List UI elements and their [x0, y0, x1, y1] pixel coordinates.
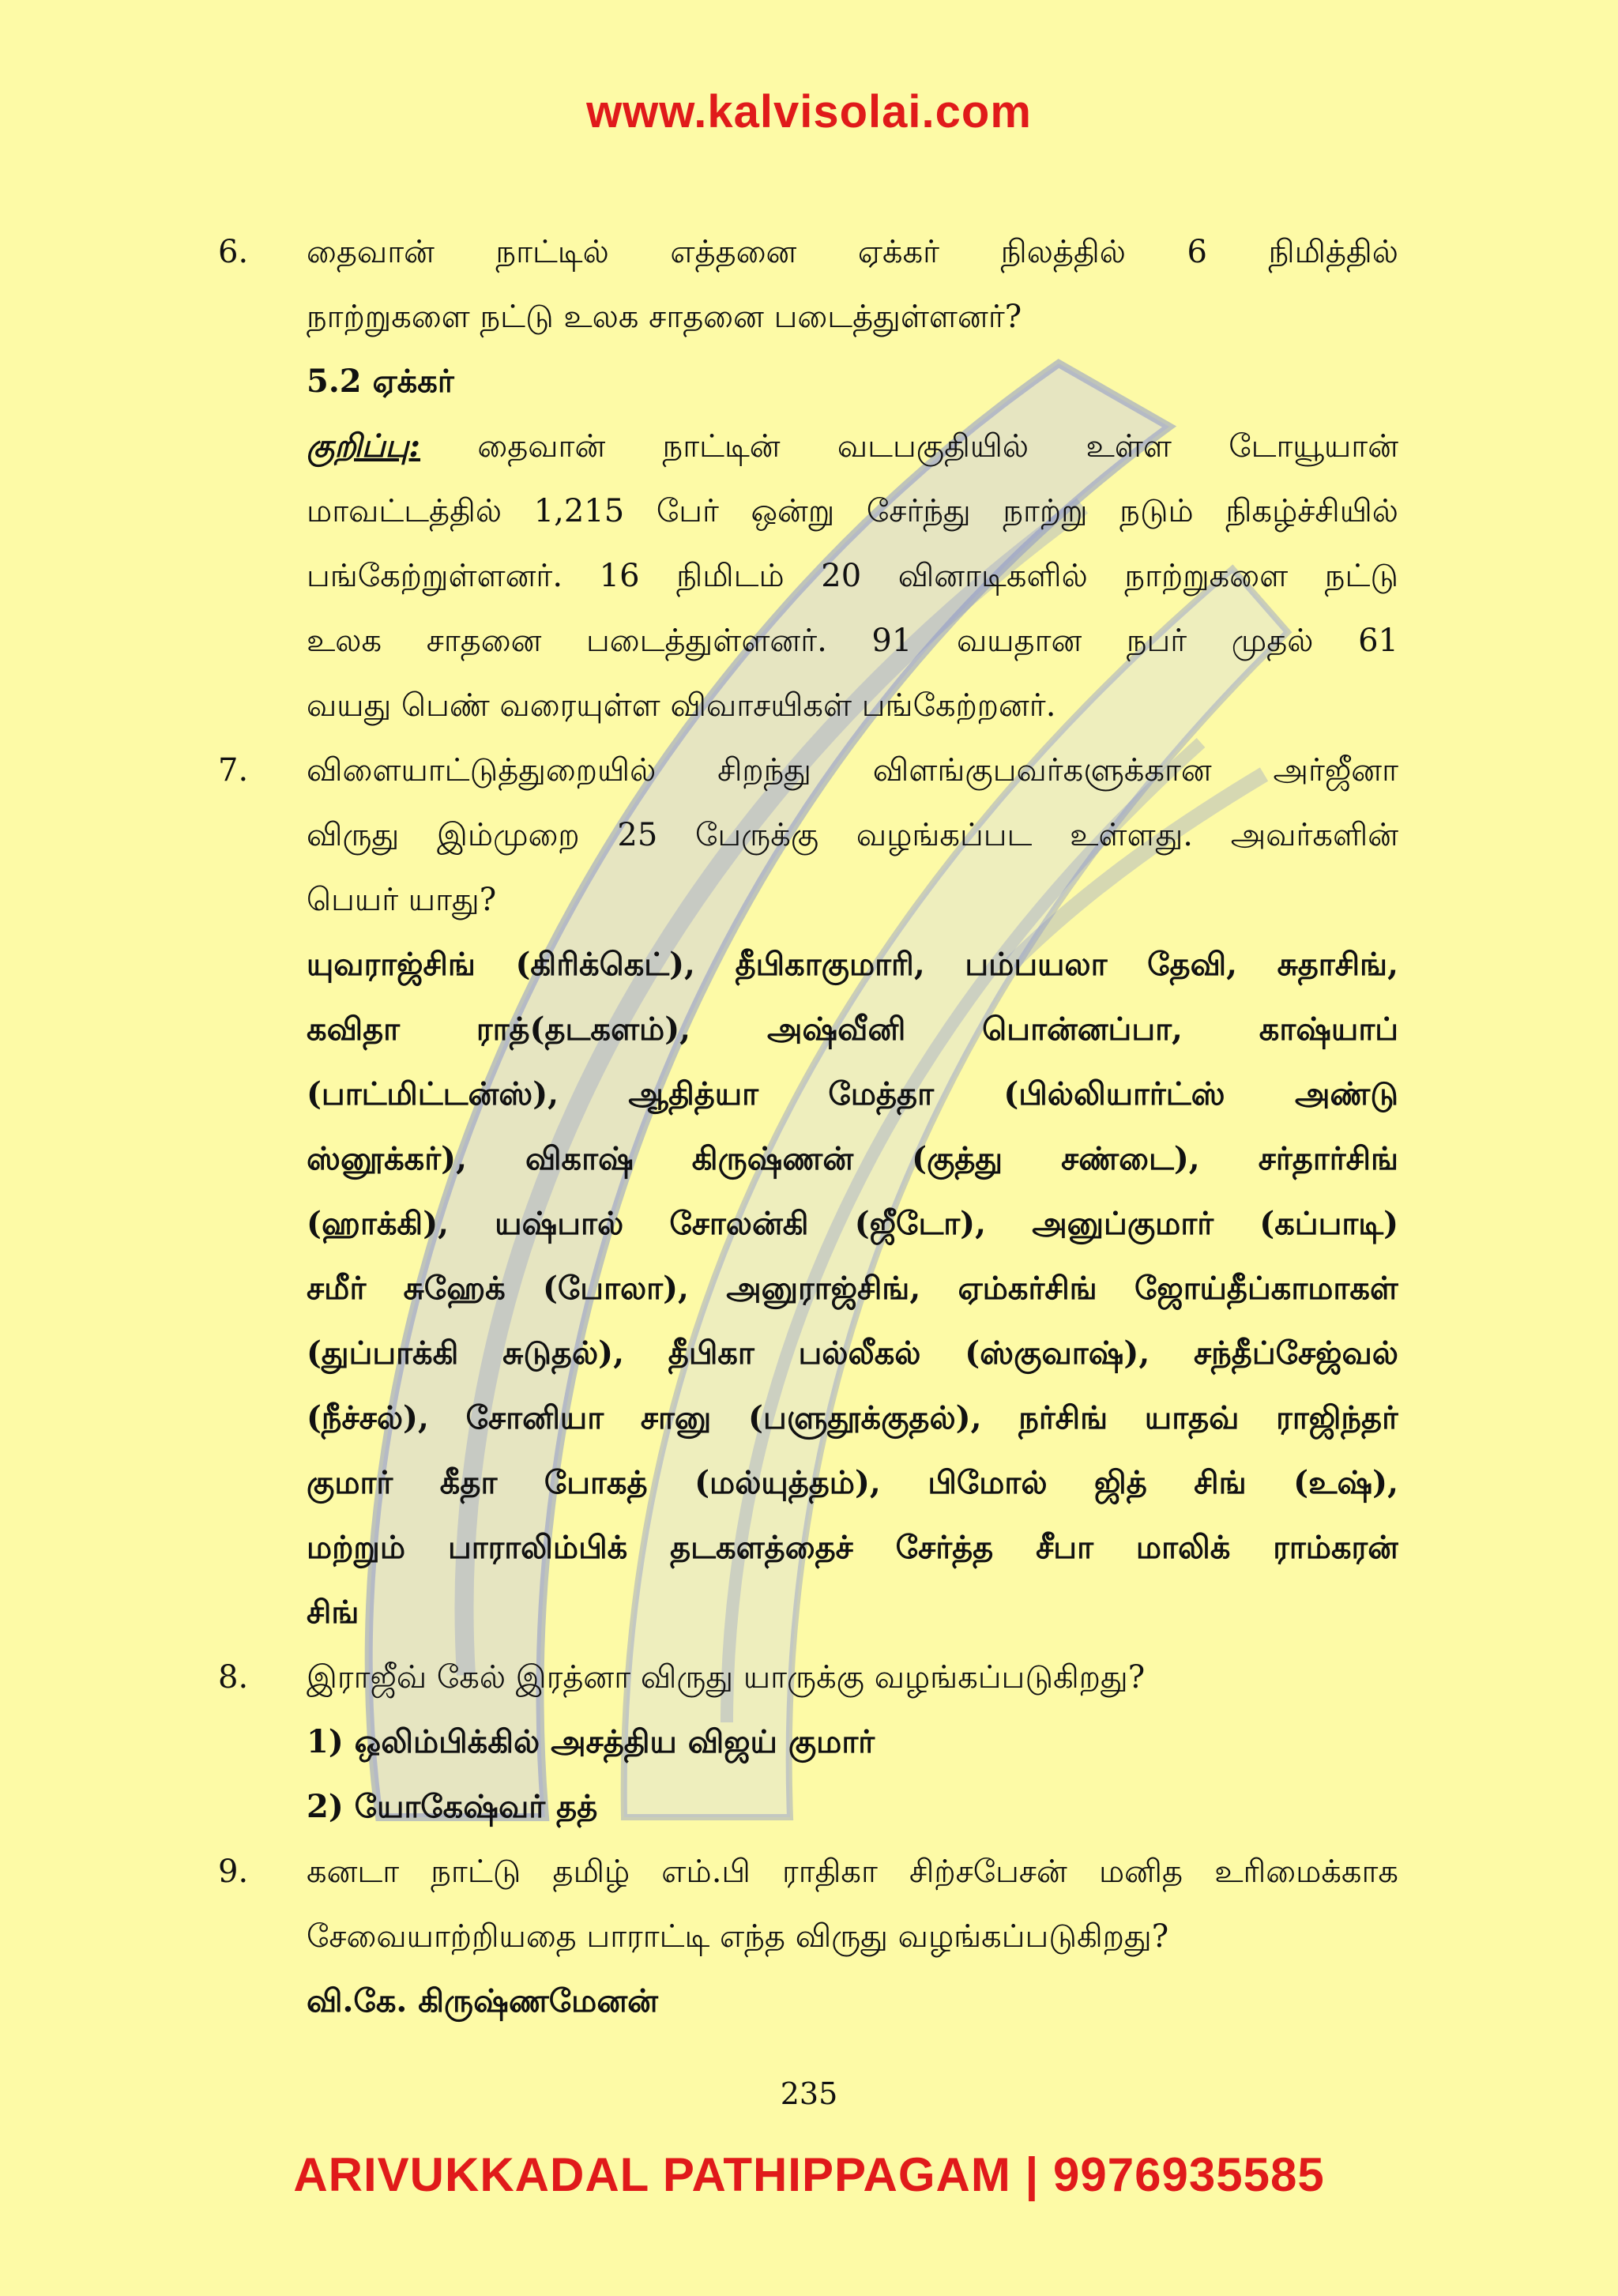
answer-text-line: 2) யோகேஷ்வர் தத் — [307, 1788, 598, 1825]
question-text-line: கனடா நாட்டு தமிழ் எம்.பி ராதிகா சிற்சபேசன் மனித உரிமைக்காக — [307, 1854, 1398, 1890]
question-text-line: விளையாட்டுத்துறையில் சிறந்து விளங்குபவர்களுக்கான அர்ஜீனா — [307, 752, 1398, 789]
question-number: 8. — [218, 1659, 249, 1696]
answer-text-line: சிங் — [307, 1594, 359, 1631]
answer-text-line: (துப்பாக்கி சுடுதல்), தீபிகா பல்லீகல் (ஸ்குவாஷ்), சந்தீப்சேஜ்வல் — [307, 1334, 1398, 1372]
question-number: 9. — [218, 1854, 249, 1890]
note-text-line: உலக சாதனை படைத்துள்ளனர். 91 வயதான நபர் முதல் 61 — [307, 623, 1398, 659]
question-number: 7. — [218, 752, 249, 789]
publisher-footer: ARIVUKKADAL PATHIPPAGAM | 9976935585 — [293, 2148, 1325, 2201]
answer-text-line: (ஹாக்கி), யஷ்பால் சோலன்கி (ஜீடோ), அனுப்குமார் (கப்பாடி) — [307, 1205, 1398, 1242]
question-text-line: விருது இம்முறை 25 பேருக்கு வழங்கப்பட உள்ளது. அவர்களின் — [307, 817, 1398, 853]
question-list — [218, 220, 1398, 2034]
answer-text: 5.2 ஏக்கர் — [307, 363, 454, 400]
question-number: 6. — [218, 234, 249, 270]
page-number: 235 — [780, 2076, 838, 2111]
answer-text-line: 1) ஒலிம்பிக்கில் அசத்திய விஜய் குமார் — [307, 1723, 875, 1760]
answer-text-line: யுவராஜ்சிங் (கிரிக்கெட்), தீபிகாகுமாரி, பம்பயலா தேவி, சுதாசிங், — [307, 946, 1398, 983]
note-label: குறிப்பு: — [307, 427, 421, 465]
question-text-line: சேவையாற்றியதை பாராட்டி எந்த விருது வழங்கப்படுகிறது? — [307, 1918, 1169, 1955]
question-6 — [218, 220, 1398, 738]
answer-text-line: சமீர் சுஹேக் (போலா), அனுராஜ்சிங், ஏம்கர்சிங் ஜோய்தீப்காமாகள் — [307, 1270, 1398, 1307]
question-body — [307, 220, 1398, 738]
question-text-line: பெயர் யாது? — [307, 882, 497, 918]
question-text-line: நாற்றுகளை நட்டு உலக சாதனை படைத்துள்ளனர்? — [307, 299, 1022, 335]
answer-text-line: மற்றும் பாராலிம்பிக் தடகளத்தைச் சேர்த்த சீபா மாலிக் ராம்கரன் — [307, 1529, 1398, 1566]
note-text: தைவான் நாட்டின் வடபகுதியில் உள்ள டோயூயான் — [477, 428, 1398, 465]
answer-text-line: (நீச்சல்), சோனியா சானு (பளுதூக்குதல்), நர்சிங் யாதவ் ராஜிந்தர் — [307, 1399, 1398, 1436]
question-8 — [218, 1645, 1398, 1839]
question-9 — [218, 1839, 1398, 2034]
site-header-url[interactable]: www.kalvisolai.com — [586, 86, 1032, 137]
note-text-line: வயது பெண் வரையுள்ள விவாசயிகள் பங்கேற்றனர். — [307, 687, 1056, 724]
question-body — [307, 1645, 1398, 1839]
answer-text-line: குமார் கீதா போகத் (மல்யுத்தம்), பிமோல் ஜித் சிங் (உஷ்), — [307, 1464, 1398, 1501]
answer-text-line: (பாட்மிட்டன்ஸ்), ஆதித்யா மேத்தா (பில்லியார்ட்ஸ் அண்டு — [307, 1075, 1398, 1112]
question-text-line: தைவான் நாட்டில் எத்தனை ஏக்கர் நிலத்தில் 6 நிமித்தில் — [307, 234, 1398, 270]
note-text-line: மாவட்டத்தில் 1,215 பேர் ஒன்று சேர்ந்து நாற்று நடும் நிகழ்ச்சியில் — [307, 493, 1398, 529]
answer-text-line: ஸ்னூக்கர்), விகாஷ் கிருஷ்ணன் (குத்து சண்டை), சர்தார்சிங் — [307, 1140, 1398, 1177]
question-7 — [218, 738, 1398, 1645]
answer-text-line: கவிதா ராத்(தடகளம்), அஷ்வீனி பொன்னப்பா, காஷ்யாப் — [307, 1011, 1398, 1048]
answer-text: வி.கே. கிருஷ்ணமேனன் — [307, 1982, 658, 2019]
question-body — [307, 738, 1398, 1645]
note-first-line — [307, 414, 1398, 479]
question-text-line: இராஜீவ் கேல் இரத்னா விருது யாருக்கு வழங்கப்படுகிறது? — [307, 1659, 1146, 1696]
question-body — [307, 1839, 1398, 2034]
note-text-line: பங்கேற்றுள்ளனர். 16 நிமிடம் 20 வினாடிகளில் நாற்றுகளை நட்டு — [307, 558, 1398, 594]
